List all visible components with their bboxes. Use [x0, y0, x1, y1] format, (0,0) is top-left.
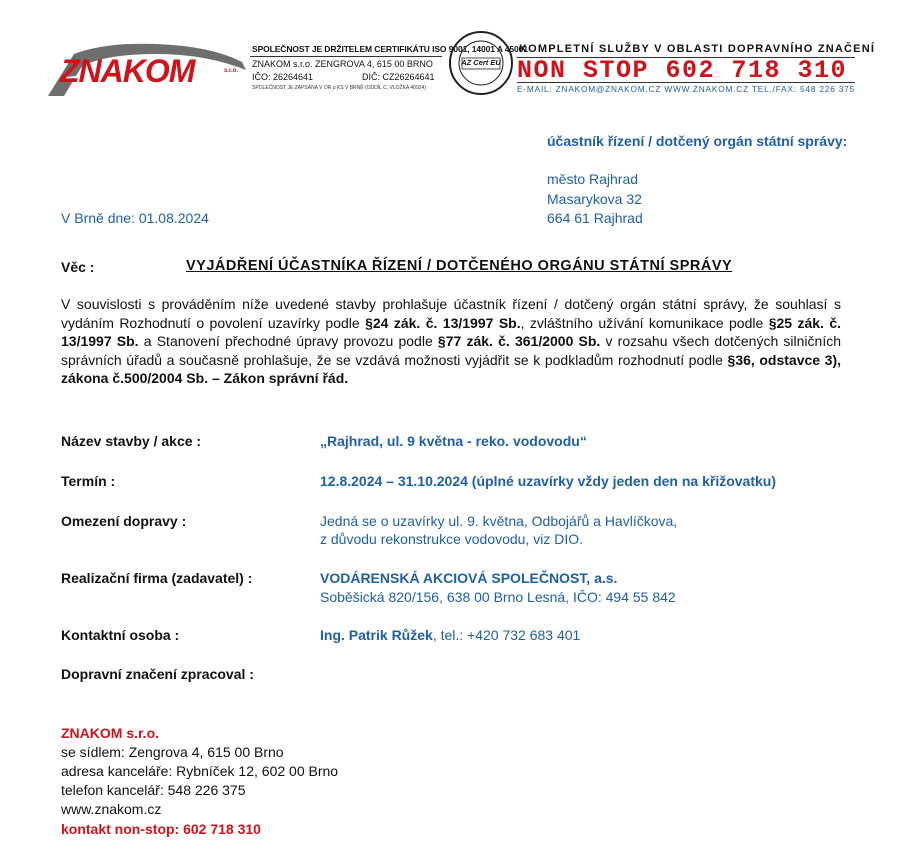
- firma-address: Soběšická 820/156, 638 00 Brno Lesná, IČO: 494 55 842: [320, 589, 676, 605]
- stavba-value: „Rajhrad, ul. 9 května - reko. vodovodu“: [320, 433, 587, 449]
- contact-line: E-MAIL: ZNAKOM@ZNAKOM.CZ WWW.ZNAKOM.CZ TEL./FAX: 548 226 375: [517, 84, 855, 94]
- body-law-4: §36, odstavce 3), zákona č.500/2004 Sb. – Zákon správní řád.: [61, 351, 841, 386]
- subject-title: VYJÁDŘENÍ ÚČASTNÍKA ŘÍZENÍ / DOTČENÉHO ORGÁNU STÁTNÍ SPRÁVY: [186, 258, 733, 274]
- ico-text: IČO: 26264641: [252, 72, 314, 82]
- body-text-2: , zvláštního užívání komunikace podle: [520, 314, 769, 331]
- nonstop-divider: [517, 82, 855, 83]
- stavba-label: Název stavby / akce :: [61, 433, 202, 449]
- zpracoval-label: Dopravní značení zpracoval :: [61, 666, 254, 682]
- svg-text:ZNAKOM: ZNAKOM: [60, 53, 195, 89]
- body-text-4: v rozsahu všech dotčených silničních správních úřadů a současně prohlašuje, že se vzdává možnosti vyjádřit se k podkladům rozhodnutí podle: [61, 333, 841, 368]
- body-law-2: §25 zák. č. 13/1997 Sb.: [61, 314, 842, 349]
- date-line: V Brně dne: 01.08.2024: [61, 210, 209, 226]
- footer-web[interactable]: www.znakom.cz: [61, 801, 162, 817]
- services-tagline: KOMPLETNÍ SLUŽBY V OBLASTI DOPRAVNÍHO ZNAČENÍ: [519, 43, 876, 55]
- certificate-line: SPOLEČNOST JE DRŽITELEM CERTIFIKÁTU ISO 9001, 14001 A 45001: [252, 44, 528, 54]
- termin-label: Termín :: [61, 473, 116, 489]
- body-law-3: §77 zák. č. 361/2000 Sb.: [437, 333, 601, 349]
- nonstop-phone: NON STOP 602 718 310: [517, 56, 848, 85]
- footer-phone: telefon kancelář: 548 226 375: [61, 782, 246, 798]
- header-divider: [250, 56, 442, 57]
- firma-label: Realizační firma (zadavatel) :: [61, 570, 253, 586]
- body-text-1: V souvislosti s prováděním níže uvedené stavby prohlašuje účastník řízení / dotčený orgán státní správy, že souhlasí s vydáním Rozhodnutí o povolení uzavírky podle: [61, 296, 841, 331]
- termin-value: 12.8.2024 – 31.10.2024 (úplné uzavírky vždy jeden den na křižovatku): [320, 473, 776, 489]
- subject-label: Věc :: [61, 259, 95, 275]
- omezeni-line-1: Jedná se o uzavírky ul. 9. května, Odbojářů a Havlíčkova,: [320, 513, 678, 529]
- kontakt-label: Kontaktní osoba :: [61, 627, 180, 643]
- body-law-1: §24 zák. č. 13/1997 Sb.: [365, 314, 521, 331]
- seal-text: AZ Cert EU: [461, 58, 501, 67]
- footer-office: adresa kanceláře: Rybníček 12, 602 00 Brno: [61, 763, 339, 779]
- recipient-name: město Rajhrad: [547, 171, 639, 187]
- registry-note: SPOLEČNOST JE ZAPSÁNA V OR u KS V BRNĚ (ODDÍL C, VLOŽKA 40924): [252, 85, 426, 91]
- company-address: ZNAKOM s.r.o. ZENGROVA 4, 615 00 BRNO: [252, 59, 433, 69]
- logo-suffix: s.r.o.: [224, 68, 239, 74]
- body-text-3: a Stanovení přechodné úpravy provozu podle: [138, 333, 438, 349]
- recipient-role: účastník řízení / dotčený orgán státní správy:: [547, 133, 848, 149]
- omezeni-label: Omezení dopravy :: [61, 513, 187, 529]
- recipient-street: Masarykova 32: [547, 191, 642, 207]
- kontakt-value: [320, 627, 580, 643]
- footer-seat: se sídlem: Zengrova 4, 615 00 Brno: [61, 744, 284, 760]
- firma-name: VODÁRENSKÁ AKCIOVÁ SPOLEČNOST, a.s.: [320, 570, 618, 586]
- footer-company: ZNAKOM s.r.o.: [61, 725, 160, 741]
- dic-text: DIČ: CZ26264641: [362, 72, 435, 82]
- recipient-city: 664 61 Rajhrad: [547, 210, 643, 226]
- footer-nonstop: kontakt non-stop: 602 718 310: [61, 821, 261, 837]
- declaration-paragraph: [61, 295, 841, 388]
- omezeni-line-2: z důvodu rekonstrukce vodovodu, viz DIO.: [320, 531, 584, 547]
- kontakt-name: Ing. Patrik Růžek: [320, 627, 433, 643]
- kontakt-tel: , tel.: +420 732 683 401: [432, 627, 581, 643]
